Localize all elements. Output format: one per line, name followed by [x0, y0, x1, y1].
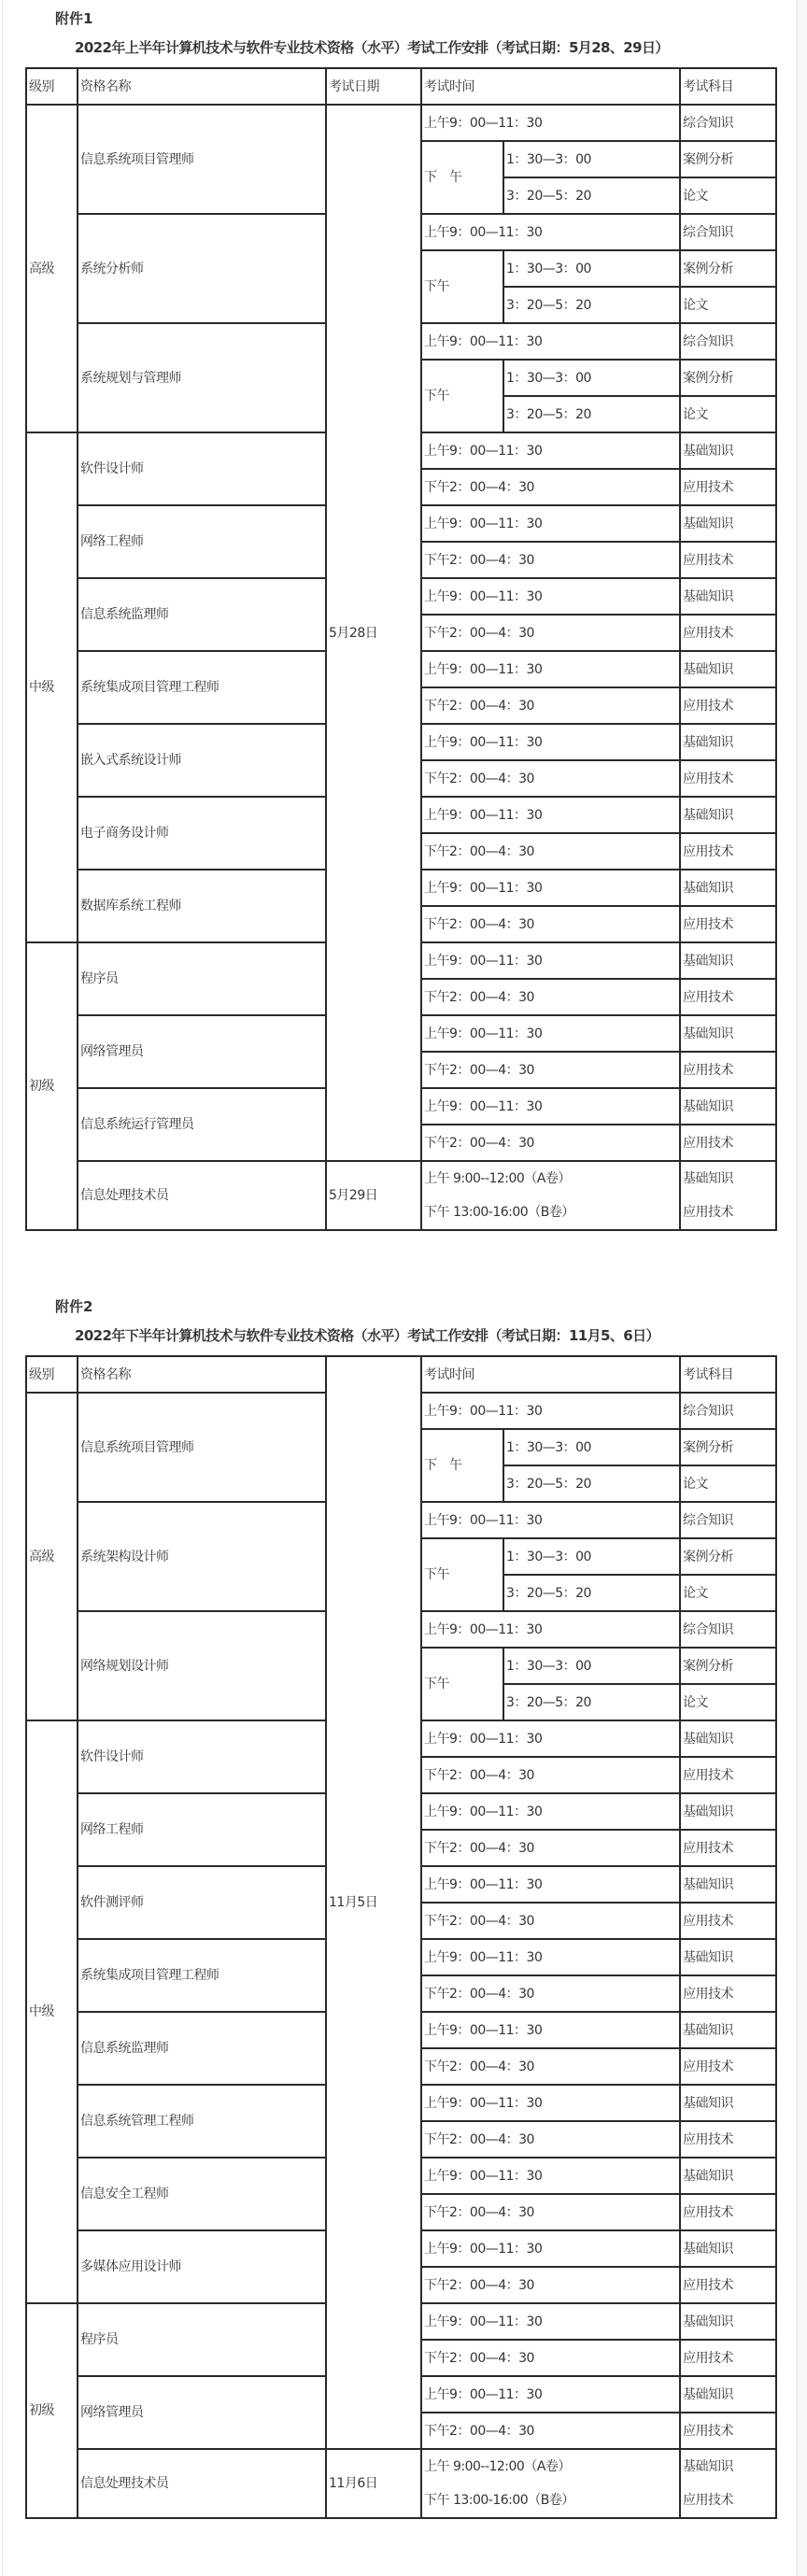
date-cell-special: 11月6日	[326, 2449, 421, 2518]
header-time: 考试时间	[421, 1356, 680, 1393]
subject: 应用技术	[680, 906, 776, 942]
table-row	[26, 2449, 776, 2518]
subject: 论文	[680, 1575, 776, 1611]
time-afternoon: 下午2：00—4：30	[421, 1125, 680, 1161]
time-morning: 上午9：00—11：30	[421, 1393, 680, 1429]
qualification-name: 信息处理技术员	[78, 2449, 326, 2518]
time-afternoon: 下午2：00—4：30	[421, 542, 680, 578]
time-afternoon-1: 1：30—3：00	[503, 1648, 680, 1684]
time-afternoon: 下午2：00—4：30	[421, 1830, 680, 1866]
subject: 基础知识	[680, 942, 776, 979]
time-morning: 上午9：00—11：30	[421, 942, 680, 979]
time-morning: 上午9：00—11：30	[421, 578, 680, 615]
header-level: 级别	[26, 1356, 78, 1393]
qualification-name: 网络管理员	[78, 2376, 326, 2449]
time-afternoon-1: 1：30—3：00	[503, 250, 680, 287]
qualification-name: 网络工程师	[78, 505, 326, 578]
qualification-name: 信息系统监理师	[78, 578, 326, 651]
time-afternoon-2: 3：20—5：20	[503, 177, 680, 214]
header-date: 考试日期	[326, 68, 421, 105]
qualification-name: 程序员	[78, 2303, 326, 2376]
qualification-name: 系统架构设计师	[78, 1502, 326, 1611]
header-name: 资格名称	[78, 68, 326, 105]
time-special-line: 上午 9:00--12:00（A卷）	[424, 1171, 571, 1186]
afternoon-label: 下午	[421, 360, 503, 432]
time-morning: 上午9：00—11：30	[421, 2085, 680, 2121]
subject: 基础知识	[680, 1939, 776, 1975]
time-afternoon: 下午2：00—4：30	[421, 1903, 680, 1939]
time-afternoon-1: 1：30—3：00	[503, 1538, 680, 1575]
qualification-name: 信息安全工程师	[78, 2158, 326, 2230]
subject: 基础知识	[680, 651, 776, 687]
subject-special	[680, 1161, 776, 1230]
subject: 应用技术	[680, 760, 776, 797]
subject: 应用技术	[680, 979, 776, 1015]
qualification-name: 软件设计师	[78, 1720, 326, 1793]
date-cell-main: 5月28日	[326, 105, 421, 1161]
level-cell: 高级	[26, 105, 78, 432]
time-morning: 上午9：00—11：30	[421, 2376, 680, 2413]
level-cell: 中级	[26, 1720, 78, 2303]
time-afternoon: 下午2：00—4：30	[421, 906, 680, 942]
subject: 基础知识	[680, 2158, 776, 2194]
time-morning: 上午9：00—11：30	[421, 870, 680, 906]
time-morning: 上午9：00—11：30	[421, 2303, 680, 2340]
time-morning: 上午9：00—11：30	[421, 651, 680, 687]
qualification-name: 程序员	[78, 942, 326, 1015]
subject: 基础知识	[680, 1088, 776, 1125]
afternoon-label: 下午	[421, 250, 503, 323]
subject-special-line: 基础知识	[683, 1171, 733, 1186]
date-cell-special: 5月29日	[326, 1161, 421, 1230]
time-special	[421, 1161, 680, 1230]
time-afternoon-1: 1：30—3：00	[503, 360, 680, 396]
subject-special-line: 应用技术	[683, 2493, 733, 2508]
time-special-line: 下午 13:00-16:00（B卷）	[424, 2493, 574, 2508]
subject: 应用技术	[680, 1830, 776, 1866]
date-cell-main: 11月5日	[326, 1356, 421, 2449]
time-afternoon-1: 1：30—3：00	[503, 1429, 680, 1465]
subject: 论文	[680, 1465, 776, 1502]
attachment-1-label: 附件1	[55, 10, 93, 27]
subject: 综合知识	[680, 323, 776, 360]
time-afternoon: 下午2：00—4：30	[421, 2340, 680, 2376]
subject: 基础知识	[680, 2376, 776, 2413]
time-afternoon: 下午2：00—4：30	[421, 469, 680, 505]
subject: 应用技术	[680, 2048, 776, 2085]
subject: 应用技术	[680, 1975, 776, 2012]
subject: 应用技术	[680, 2340, 776, 2376]
subject: 案例分析	[680, 141, 776, 177]
time-afternoon-2: 3：20—5：20	[503, 1465, 680, 1502]
time-afternoon-2: 3：20—5：20	[503, 396, 680, 432]
subject: 论文	[680, 287, 776, 323]
subject: 应用技术	[680, 2413, 776, 2449]
subject: 应用技术	[680, 2267, 776, 2303]
subject: 基础知识	[680, 432, 776, 469]
subject: 基础知识	[680, 797, 776, 833]
level-cell: 高级	[26, 1393, 78, 1720]
qualification-name: 多媒体应用设计师	[78, 2230, 326, 2303]
subject-special-line: 应用技术	[683, 1205, 733, 1220]
time-afternoon: 下午2：00—4：30	[421, 2048, 680, 2085]
subject: 应用技术	[680, 687, 776, 724]
header-time: 考试时间	[421, 68, 680, 105]
time-afternoon: 下午2：00—4：30	[421, 979, 680, 1015]
qualification-name: 网络工程师	[78, 1793, 326, 1866]
time-morning: 上午9：00—11：30	[421, 2230, 680, 2267]
qualification-name: 系统分析师	[78, 214, 326, 323]
time-morning: 上午9：00—11：30	[421, 1866, 680, 1903]
time-morning: 上午9：00—11：30	[421, 1502, 680, 1538]
subject-special	[680, 2449, 776, 2518]
attachment-2-label: 附件2	[55, 1298, 93, 1315]
qualification-name: 信息系统管理工程师	[78, 2085, 326, 2158]
level-cell: 初级	[26, 2303, 78, 2518]
subject: 应用技术	[680, 2121, 776, 2158]
time-afternoon: 下午2：00—4：30	[421, 760, 680, 797]
qualification-name: 信息系统运行管理员	[78, 1088, 326, 1161]
time-morning: 上午9：00—11：30	[421, 1720, 680, 1757]
time-special-line: 下午 13:00-16:00（B卷）	[424, 1205, 574, 1220]
subject: 应用技术	[680, 1052, 776, 1088]
qualification-name: 信息处理技术员	[78, 1161, 326, 1230]
subject: 基础知识	[680, 2085, 776, 2121]
header-name: 资格名称	[78, 1356, 326, 1393]
subject: 应用技术	[680, 2194, 776, 2230]
subject: 应用技术	[680, 542, 776, 578]
subject: 综合知识	[680, 1611, 776, 1648]
qualification-name: 网络管理员	[78, 1015, 326, 1088]
subject: 案例分析	[680, 1429, 776, 1465]
header-subject: 考试科目	[680, 68, 776, 105]
time-morning: 上午9：00—11：30	[421, 1793, 680, 1830]
table-row	[26, 1161, 776, 1230]
time-morning: 上午9：00—11：30	[421, 105, 680, 141]
time-morning: 上午9：00—11：30	[421, 1015, 680, 1052]
subject: 基础知识	[680, 2012, 776, 2048]
attachment-2-title: 2022年下半年计算机技术与软件专业技术资格（水平）考试工作安排（考试日期：11月5、6日）	[75, 1327, 659, 1344]
time-special	[421, 2449, 680, 2518]
header-level: 级别	[26, 68, 78, 105]
subject: 综合知识	[680, 105, 776, 141]
time-afternoon: 下午2：00—4：30	[421, 2413, 680, 2449]
table-row	[26, 105, 776, 141]
time-morning: 上午9：00—11：30	[421, 323, 680, 360]
qualification-name: 信息系统项目管理师	[78, 105, 326, 214]
time-afternoon: 下午2：00—4：30	[421, 2267, 680, 2303]
afternoon-label: 下午	[421, 1648, 503, 1720]
header-row	[26, 68, 776, 105]
time-morning: 上午9：00—11：30	[421, 214, 680, 250]
subject: 基础知识	[680, 2230, 776, 2267]
time-morning: 上午9：00—11：30	[421, 724, 680, 760]
qualification-name: 系统集成项目管理工程师	[78, 1939, 326, 2012]
afternoon-label: 下午	[421, 1538, 503, 1611]
time-afternoon-1: 1：30—3：00	[503, 141, 680, 177]
afternoon-label: 下 午	[421, 141, 503, 214]
qualification-name: 信息系统监理师	[78, 2012, 326, 2085]
time-afternoon: 下午2：00—4：30	[421, 615, 680, 651]
subject: 综合知识	[680, 1502, 776, 1538]
time-afternoon: 下午2：00—4：30	[421, 687, 680, 724]
subject: 综合知识	[680, 1393, 776, 1429]
page-right-gutter	[797, 0, 807, 2576]
subject-special-line: 基础知识	[683, 2459, 733, 2474]
time-morning: 上午9：00—11：30	[421, 2158, 680, 2194]
qualification-name: 数据库系统工程师	[78, 870, 326, 942]
subject: 基础知识	[680, 505, 776, 542]
subject: 应用技术	[680, 615, 776, 651]
time-morning: 上午9：00—11：30	[421, 1939, 680, 1975]
subject: 综合知识	[680, 214, 776, 250]
header-row	[26, 1356, 776, 1393]
time-afternoon: 下午2：00—4：30	[421, 1757, 680, 1793]
time-afternoon-2: 3：20—5：20	[503, 1575, 680, 1611]
subject: 案例分析	[680, 1538, 776, 1575]
subject: 论文	[680, 396, 776, 432]
qualification-name: 网络规划设计师	[78, 1611, 326, 1720]
qualification-name: 系统规划与管理师	[78, 323, 326, 432]
subject: 应用技术	[680, 469, 776, 505]
time-afternoon: 下午2：00—4：30	[421, 1975, 680, 2012]
time-morning: 上午9：00—11：30	[421, 505, 680, 542]
subject: 应用技术	[680, 1903, 776, 1939]
time-morning: 上午9：00—11：30	[421, 1088, 680, 1125]
subject: 案例分析	[680, 1648, 776, 1684]
qualification-name: 系统集成项目管理工程师	[78, 651, 326, 724]
time-afternoon: 下午2：00—4：30	[421, 2194, 680, 2230]
subject: 基础知识	[680, 1793, 776, 1830]
time-morning: 上午9：00—11：30	[421, 2012, 680, 2048]
qualification-name: 嵌入式系统设计师	[78, 724, 326, 797]
subject: 案例分析	[680, 250, 776, 287]
header-subject: 考试科目	[680, 1356, 776, 1393]
subject: 基础知识	[680, 724, 776, 760]
time-afternoon-2: 3：20—5：20	[503, 1684, 680, 1720]
subject: 基础知识	[680, 1015, 776, 1052]
exam-schedule-table-h1	[25, 67, 777, 1231]
time-morning: 上午9：00—11：30	[421, 1611, 680, 1648]
attachment-1-title: 2022年上半年计算机技术与软件专业技术资格（水平）考试工作安排（考试日期：5月28、29日）	[75, 39, 669, 56]
subject: 论文	[680, 1684, 776, 1720]
time-afternoon: 下午2：00—4：30	[421, 833, 680, 870]
time-afternoon-2: 3：20—5：20	[503, 287, 680, 323]
subject: 应用技术	[680, 1125, 776, 1161]
subject: 基础知识	[680, 2303, 776, 2340]
subject: 基础知识	[680, 870, 776, 906]
time-morning: 上午9：00—11：30	[421, 797, 680, 833]
afternoon-label: 下 午	[421, 1429, 503, 1502]
subject: 基础知识	[680, 1720, 776, 1757]
qualification-name: 信息系统项目管理师	[78, 1393, 326, 1502]
level-cell: 初级	[26, 942, 78, 1230]
time-afternoon: 下午2：00—4：30	[421, 2121, 680, 2158]
time-afternoon: 下午2：00—4：30	[421, 1052, 680, 1088]
level-cell: 中级	[26, 432, 78, 942]
subject: 基础知识	[680, 578, 776, 615]
subject: 基础知识	[680, 1866, 776, 1903]
subject: 论文	[680, 177, 776, 214]
subject: 应用技术	[680, 1757, 776, 1793]
subject: 应用技术	[680, 833, 776, 870]
page-left-edge	[2, 0, 3, 2576]
qualification-name: 电子商务设计师	[78, 797, 326, 870]
time-morning: 上午9：00—11：30	[421, 432, 680, 469]
time-special-line: 上午 9:00--12:00（A卷）	[424, 2459, 571, 2474]
qualification-name: 软件设计师	[78, 432, 326, 505]
exam-schedule-table-h2	[25, 1355, 777, 2519]
qualification-name: 软件测评师	[78, 1866, 326, 1939]
subject: 案例分析	[680, 360, 776, 396]
